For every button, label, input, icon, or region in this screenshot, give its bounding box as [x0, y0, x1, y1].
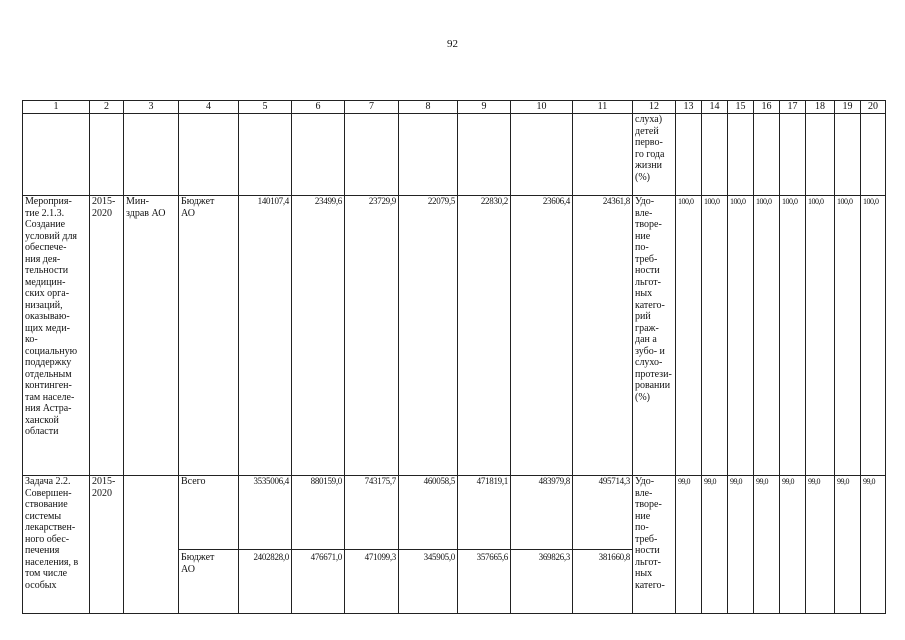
sub-row-divider — [179, 549, 239, 550]
target-value: 99,0 — [754, 476, 780, 614]
target-value: 99,0 — [780, 476, 806, 614]
amount-2017: 460058,5 — [423, 476, 455, 486]
amount-cell — [573, 476, 633, 614]
amount-2015: 880159,0 — [310, 476, 342, 486]
amount-cell — [399, 476, 458, 614]
target-value: 99,0 — [702, 476, 728, 614]
funding-source: Бюджет АО — [179, 196, 239, 476]
amount-2018: 22830,2 — [458, 196, 511, 476]
col-header: 6 — [292, 101, 345, 114]
funding-source-cell — [179, 476, 239, 614]
amount-2017: 22079,5 — [399, 196, 458, 476]
executor: Мин- здрав АО — [124, 196, 179, 476]
col-header: 14 — [702, 101, 728, 114]
target-value: 100,0 — [806, 196, 835, 476]
indicator-text: Удо- вле- творе- ние по- треб- ности льгот- ных катего- рий граж- дан а зубо- и слухо- протези- ровании (%) — [633, 196, 676, 476]
amount-budget-2020: 381660,8 — [598, 552, 630, 562]
col-header: 11 — [573, 101, 633, 114]
col-header: 16 — [754, 101, 780, 114]
col-header: 1 — [23, 101, 90, 114]
target-value: 100,0 — [861, 196, 886, 476]
amount-2015: 23499,6 — [292, 196, 345, 476]
target-value: 100,0 — [702, 196, 728, 476]
table-row-activity-2-1-3 — [23, 196, 886, 476]
target-value: 99,0 — [728, 476, 754, 614]
page-number: 92 — [447, 38, 458, 50]
target-value: 100,0 — [728, 196, 754, 476]
amount-2016: 23729,9 — [345, 196, 399, 476]
amount-2016: 743175,7 — [364, 476, 396, 486]
amount-budget-2019: 369826,3 — [538, 552, 570, 562]
col-header: 12 — [633, 101, 676, 114]
amount-2019: 483979,8 — [538, 476, 570, 486]
amount-budget-2018: 357665,6 — [476, 552, 508, 562]
target-value: 100,0 — [676, 196, 702, 476]
amount-2020: 495714,3 — [598, 476, 630, 486]
amount-cell — [511, 476, 573, 614]
amount-budget-2015: 476671,0 — [310, 552, 342, 562]
task-name: Задача 2.2. Совершен- ствование системы лекарствен- ного обес- печения населения, в том числе особых — [23, 476, 90, 614]
target-value: 99,0 — [835, 476, 861, 614]
col-header: 7 — [345, 101, 399, 114]
indicator-text: слуха) детей перво- го года жизни (%) — [633, 114, 676, 196]
amount-budget-2016: 471099,3 — [364, 552, 396, 562]
funding-source-total: Всего — [181, 476, 206, 487]
amount-cell — [345, 476, 399, 614]
col-header: 8 — [399, 101, 458, 114]
activity-name: Мероприя- тие 2.1.3. Создание условий для обеспече- ния дея- тельности медицин- ских орга- низаций, оказываю- щих меди- ко- социальную поддержку отдельным континген- там населе- ния Астра- ханской области — [23, 196, 90, 476]
target-value: 99,0 — [806, 476, 835, 614]
col-header: 3 — [124, 101, 179, 114]
program-table — [22, 100, 886, 614]
col-header: 19 — [835, 101, 861, 114]
period: 2015- 2020 — [90, 196, 124, 476]
col-header: 15 — [728, 101, 754, 114]
table-row-continuation — [23, 114, 886, 196]
amount-2018: 471819,1 — [476, 476, 508, 486]
target-value: 100,0 — [835, 196, 861, 476]
target-value: 99,0 — [861, 476, 886, 614]
amount-budget-total: 2402828,0 — [253, 552, 289, 562]
amount-2019: 23606,4 — [511, 196, 573, 476]
funding-source-budget: Бюджет АО — [181, 552, 215, 575]
col-header: 18 — [806, 101, 835, 114]
table-row-task-2-2 — [23, 476, 886, 614]
period: 2015- 2020 — [90, 476, 124, 614]
amount-cell — [458, 476, 511, 614]
col-header: 17 — [780, 101, 806, 114]
indicator-text: Удо- вле- творе- ние по- треб- ности льгот- ных катего- — [633, 476, 676, 614]
col-header: 9 — [458, 101, 511, 114]
target-value: 100,0 — [780, 196, 806, 476]
amount-budget-2017: 345905,0 — [423, 552, 455, 562]
col-header: 20 — [861, 101, 886, 114]
target-value: 99,0 — [676, 476, 702, 614]
col-header: 13 — [676, 101, 702, 114]
amount-total: 140107,4 — [239, 196, 292, 476]
target-value: 100,0 — [754, 196, 780, 476]
col-header: 5 — [239, 101, 292, 114]
col-header: 4 — [179, 101, 239, 114]
col-header: 10 — [511, 101, 573, 114]
col-header: 2 — [90, 101, 124, 114]
amount-cell — [292, 476, 345, 614]
amount-total: 3535006,4 — [253, 476, 289, 486]
amount-2020: 24361,8 — [573, 196, 633, 476]
amount-cell — [239, 476, 292, 614]
header-row — [23, 101, 886, 114]
